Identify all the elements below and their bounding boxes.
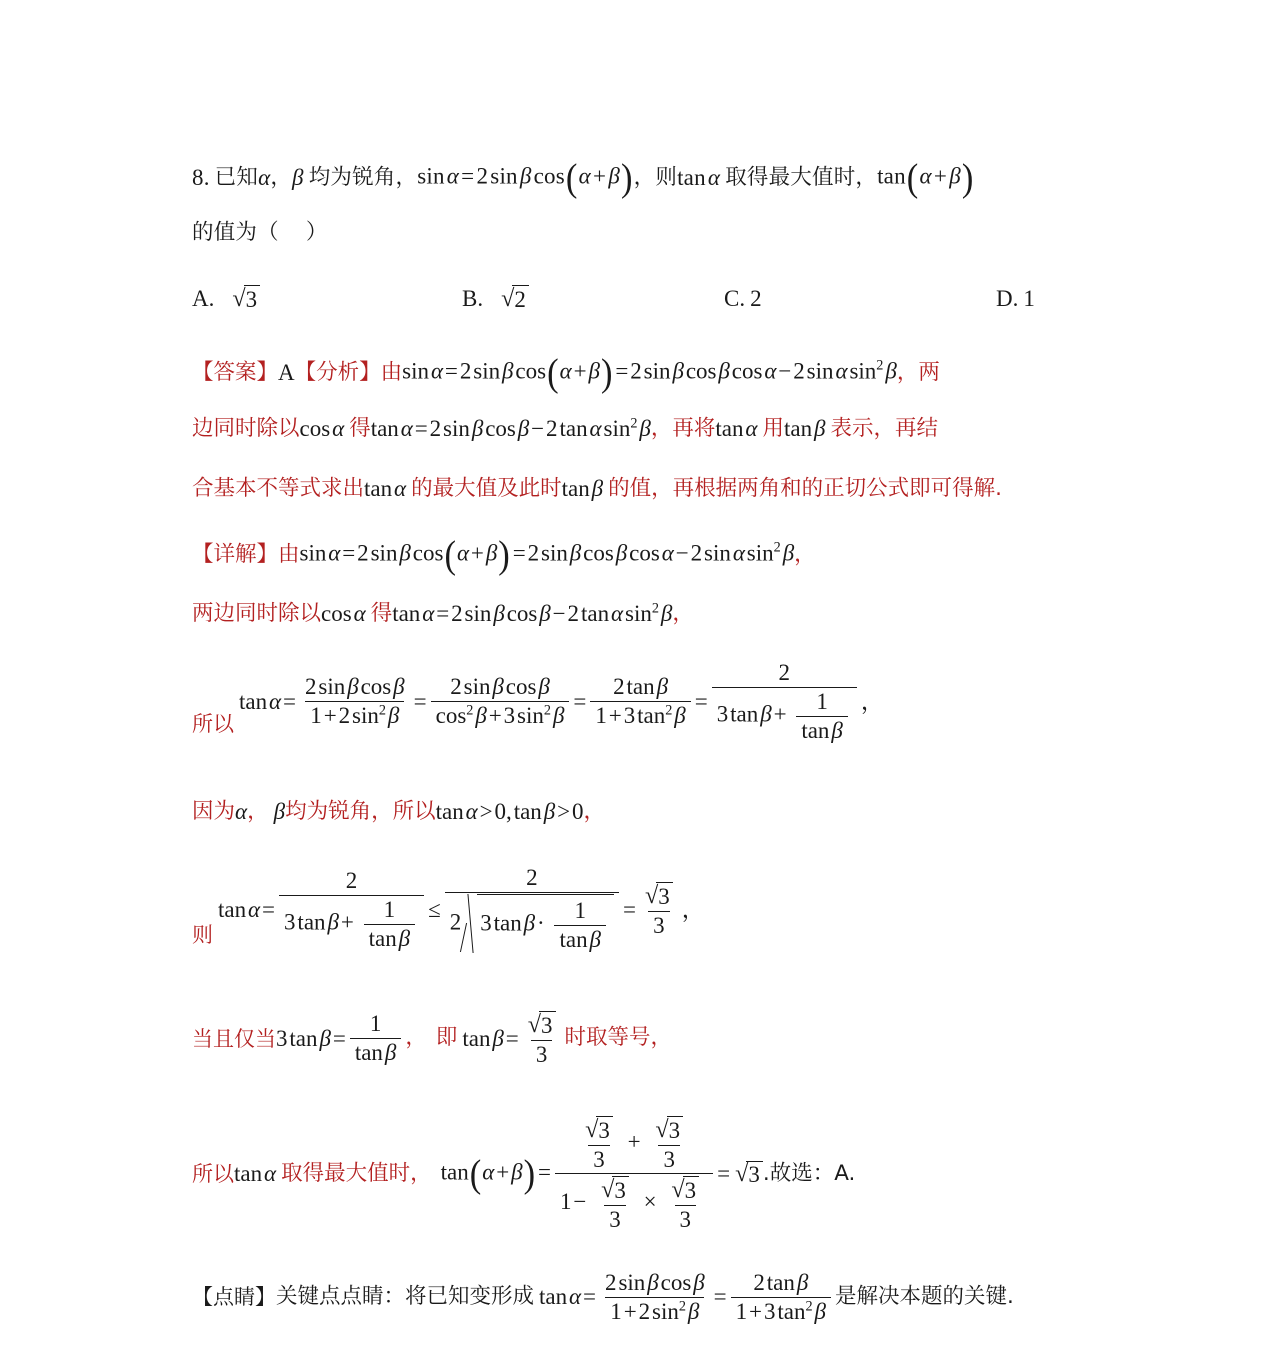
equals-6: = — [713, 1284, 727, 1310]
question-equation: sin α = 2 sin β cos(α + β) — [417, 156, 633, 200]
option-d[interactable] — [996, 286, 1035, 312]
solution-you: 由 — [278, 541, 300, 567]
fraction-10-final — [555, 1115, 713, 1233]
fraction-5-nested — [364, 897, 416, 952]
solution-cn-suoyi-1: 所以 — [192, 712, 234, 737]
solution-conclusion: .故选：A. — [762, 1160, 856, 1186]
fraction-3-numerator: 2 tan β — [613, 674, 669, 700]
fraction-7-denominator: 3 — [648, 911, 670, 939]
fraction-10-num-right — [650, 1115, 688, 1172]
fraction-11 — [600, 1270, 710, 1325]
option-a-value: √ 3 — [232, 285, 260, 313]
equals-4: = — [622, 896, 636, 922]
one-minus: 1 − — [560, 1189, 587, 1215]
fraction-4-nested-denominator: tan β — [796, 716, 848, 744]
fraction-12 — [731, 1270, 831, 1325]
tan-alpha-lhs: tan α = — [239, 688, 297, 714]
solution-line-7-final — [192, 1115, 855, 1233]
fraction-10-num-left-numerator: √ 3 — [580, 1115, 618, 1145]
fraction-10-num-right-denominator: 3 — [658, 1145, 680, 1173]
key-point-line — [192, 1270, 1014, 1325]
solution-cn-2b: 得 — [370, 600, 393, 626]
fraction-10-num-right-numerator: √ 3 — [650, 1115, 688, 1145]
tan-alpha-4: tan α — [234, 1160, 277, 1186]
solution-tail-5: ， — [681, 896, 705, 922]
solution-cn-suoyi-2: 所以 — [392, 798, 436, 824]
question-line-2 — [192, 222, 328, 245]
question-stem-5: 的值为（ — [192, 220, 279, 245]
fraction-2 — [431, 674, 570, 729]
option-b-value: √ 2 — [501, 285, 529, 313]
fraction-5-numerator: 2 — [345, 868, 358, 893]
fraction-4 — [712, 660, 857, 743]
fraction-7-numerator: √ 3 — [640, 881, 678, 911]
fraction-6-nested — [554, 898, 606, 953]
fraction-10-den-left — [596, 1175, 634, 1232]
option-a[interactable] — [192, 285, 462, 313]
option-a-label: A. — [192, 286, 215, 311]
analysis-math-1: sin α = 2 sin β cos(α + β) = 2 sin β cos β cos α − 2 sin α $\sin^2$ β — [402, 351, 897, 395]
solution-cn-ji: 即 — [435, 1025, 458, 1051]
fraction-9-denominator: 3 — [531, 1040, 553, 1068]
question-stem-3: ，则 — [633, 164, 678, 190]
analysis-math-2: tan α = 2 sin β cos β − 2 tan α $\sin^2$ β — [370, 415, 651, 441]
analysis-cn-2d: 用 — [762, 415, 785, 441]
fraction-12-denominator: 1 + 3 $\tan^2$ β — [731, 1297, 831, 1325]
fraction-5 — [279, 868, 424, 951]
solution-tail-4: ， — [583, 798, 606, 824]
fraction-6-denominator — [445, 892, 619, 955]
solution-tag: 【详解】 — [192, 541, 279, 567]
fraction-9 — [523, 1010, 561, 1067]
analysis-tag: 【分析】 — [294, 359, 381, 385]
tan-alpha-plus-beta-1: tan(α + β) — [877, 156, 974, 200]
solution-line-5-inequality — [192, 865, 705, 954]
fraction-1 — [300, 674, 410, 729]
alpha-symbol: α — [258, 165, 271, 191]
option-b[interactable] — [462, 285, 724, 313]
option-b-label: B. — [462, 286, 484, 311]
solution-tail-3: ， — [860, 688, 884, 714]
question-stem-2: 均为锐角， — [308, 164, 418, 190]
answer-tag: 【答案】 — [192, 359, 279, 385]
tan-beta-2: tan β — [561, 476, 604, 501]
solution-cn-shiqudenghao: 时取等号， — [564, 1025, 673, 1051]
option-d-value: 1 — [1023, 286, 1035, 311]
fraction-3-denominator: 1 + 3 $\tan^2$ β — [590, 701, 690, 729]
fraction-6 — [445, 865, 619, 954]
option-c[interactable] — [724, 286, 996, 312]
fraction-11-denominator: 1 + 2 $\sin^2$ β — [605, 1297, 704, 1325]
solution-cn-ruijiao: 均为锐角， — [285, 798, 393, 824]
solution-cn-ze: 则 — [192, 923, 213, 948]
tan-beta-1: tan β — [784, 416, 826, 441]
tan-alpha-2: tan α — [715, 416, 758, 441]
leq-sign: ≤ — [428, 896, 441, 922]
answer-options — [192, 285, 1092, 313]
fraction-5-nested-denominator: tan β — [364, 924, 416, 952]
tan-alpha-3: tan α — [364, 476, 407, 501]
fraction-7 — [640, 881, 678, 938]
solution-comma-6: ， — [405, 1025, 427, 1051]
radical-coefficient: 2 — [449, 909, 462, 935]
fraction-10-numerator — [571, 1115, 697, 1173]
analysis-line-3 — [192, 477, 1002, 501]
key-point-cn-1: 关键点点睛：将已知变形成 — [276, 1283, 535, 1309]
fraction-5-nested-numerator: 1 — [383, 896, 396, 922]
fraction-4-nested — [796, 689, 848, 744]
option-c-value: 2 — [750, 286, 762, 311]
option-c-label: C. — [724, 286, 746, 311]
fraction-1-denominator: 1 + 2 $\sin^2$ β — [305, 701, 404, 729]
analysis-cn-3b: 的最大值及此时 — [411, 475, 562, 501]
fraction-2-denominator: $\cos^2$ β + 3 $\sin^2$ β — [431, 701, 570, 729]
solution-cn-2a: 两边同时除以 — [192, 600, 322, 626]
plus-operator: + — [627, 1128, 641, 1154]
fraction-6-nested-denominator: tan β — [554, 925, 606, 953]
answer-analysis-line-1 — [192, 351, 940, 395]
big-radical-icon: 3 tan β · $\frac{1}{\text{tan β}}$ — [461, 894, 614, 955]
solution-line-2 — [192, 602, 694, 626]
fraction-8 — [350, 1011, 402, 1066]
solution-cn-suoyi-3: 所以 — [192, 1161, 234, 1186]
times-operator: × — [643, 1189, 657, 1215]
fraction-9-numerator: √ 3 — [523, 1010, 561, 1040]
equals-2: = — [573, 688, 587, 714]
fraction-6-nested-numerator: 1 — [574, 897, 586, 923]
solution-math-4: tan α > 0, tan β > 0 — [435, 799, 584, 824]
fraction-8-numerator: 1 — [369, 1011, 382, 1037]
solution-math-6a: 3 tan β = — [276, 1025, 346, 1051]
alpha-symbol-2: α — [235, 799, 248, 824]
tan-alpha-lhs-2: tan α = — [218, 896, 276, 922]
solution-math-1: sin α = 2 sin β cos(α + β) = 2 sin β cos β cos α − 2 sin α $\sin^2$ β — [299, 533, 795, 577]
key-point-lhs: tan α = — [539, 1284, 597, 1310]
analysis-line-2 — [192, 417, 938, 441]
beta-symbol-2: β — [273, 799, 286, 824]
fraction-10-den-right-numerator: √ 3 — [666, 1175, 704, 1205]
fraction-11-numerator: 2 sin β cos β — [605, 1270, 705, 1295]
solution-tail-2: ， — [672, 600, 694, 626]
fraction-5-denominator: 3 tan β + $\frac{1}{\text{tan β}}$ — [279, 895, 424, 952]
solution-line-4 — [192, 800, 605, 824]
cos-alpha-1: cos α — [299, 416, 345, 441]
fraction-10-den-right-denominator: 3 — [675, 1205, 697, 1233]
solution-line-6-equality-condition — [192, 1010, 672, 1067]
solution-math-6b: tan β = — [462, 1025, 519, 1051]
fraction-2-numerator: 2 sin β cos β — [450, 674, 550, 700]
solution-line-1 — [192, 533, 816, 577]
analysis-cn-2b: 得 — [349, 415, 371, 441]
fraction-8-denominator: tan β — [350, 1038, 402, 1066]
analysis-cn-3a: 合基本不等式求出 — [192, 475, 365, 501]
key-point-cn-2: 是解决本题的关键. — [835, 1283, 1014, 1309]
solution-tail-1: ， — [794, 541, 816, 567]
question-blank-close: ） — [305, 220, 328, 245]
fraction-12-numerator: 2 tan β — [753, 1270, 809, 1295]
fraction-6-numerator: 2 — [526, 865, 538, 890]
equals-5: = — [717, 1160, 731, 1186]
equals-3: = — [694, 688, 708, 714]
cos-alpha-2: cos α — [321, 601, 366, 626]
fraction-10-den-right — [666, 1175, 704, 1232]
beta-symbol: β — [292, 165, 304, 191]
analysis-cn-2a: 边同时除以 — [192, 415, 300, 441]
solution-cn-zuidazhi: 取得最大值时， — [281, 1160, 432, 1186]
analysis-you-1: 由 — [380, 359, 403, 385]
option-d-label: D. — [996, 286, 1019, 311]
fraction-10-num-left-denominator: 3 — [588, 1145, 610, 1173]
fraction-10-den-left-denominator: 3 — [604, 1205, 626, 1233]
analysis-cn-2e: 表示，再结 — [830, 415, 939, 441]
solution-comma-4: ， — [247, 798, 269, 824]
fraction-4-numerator: 2 — [778, 660, 791, 685]
question-stem-1: 已知 — [214, 164, 259, 190]
final-result-value: √ 3 — [735, 1161, 763, 1187]
solution-cn-dangjin: 当且仅当 — [192, 1026, 276, 1051]
answer-value: A — [278, 360, 295, 386]
key-point-tag: 【点睛】 — [192, 1285, 276, 1310]
question-number: 8. — [192, 165, 210, 191]
solution-cn-yinwei: 因为 — [192, 798, 236, 824]
question-line-1 — [192, 156, 975, 200]
fraction-4-nested-numerator: 1 — [816, 688, 828, 714]
tan-alpha-1: tan α — [677, 165, 721, 191]
tan-alpha-plus-beta-2: tan(α + β) = — [440, 1152, 551, 1196]
solution-math-2: tan α = 2 sin β cos β − 2 tan α $\sin^2$ β — [392, 600, 673, 626]
question-comma-1: ， — [270, 164, 293, 190]
analysis-cn-3c: 的值，再根据两角和的正切公式即可得解. — [608, 475, 1002, 501]
fraction-1-numerator: 2 sin β cos β — [305, 674, 405, 700]
fraction-10-denominator — [555, 1173, 713, 1232]
question-stem-4: 取得最大值时， — [725, 164, 878, 190]
fraction-10-den-left-numerator: √ 3 — [596, 1175, 634, 1205]
fraction-3 — [590, 674, 690, 729]
analysis-cn-2c: ，再将 — [650, 415, 716, 441]
solution-line-3-fraction-chain — [192, 660, 884, 743]
fraction-4-denominator: 3 tan β + $\frac{1}{\text{tan β}}$ — [712, 687, 857, 744]
fraction-10-num-left — [580, 1115, 618, 1172]
equals-1: = — [413, 688, 427, 714]
analysis-tail-1: ，两 — [896, 359, 940, 385]
